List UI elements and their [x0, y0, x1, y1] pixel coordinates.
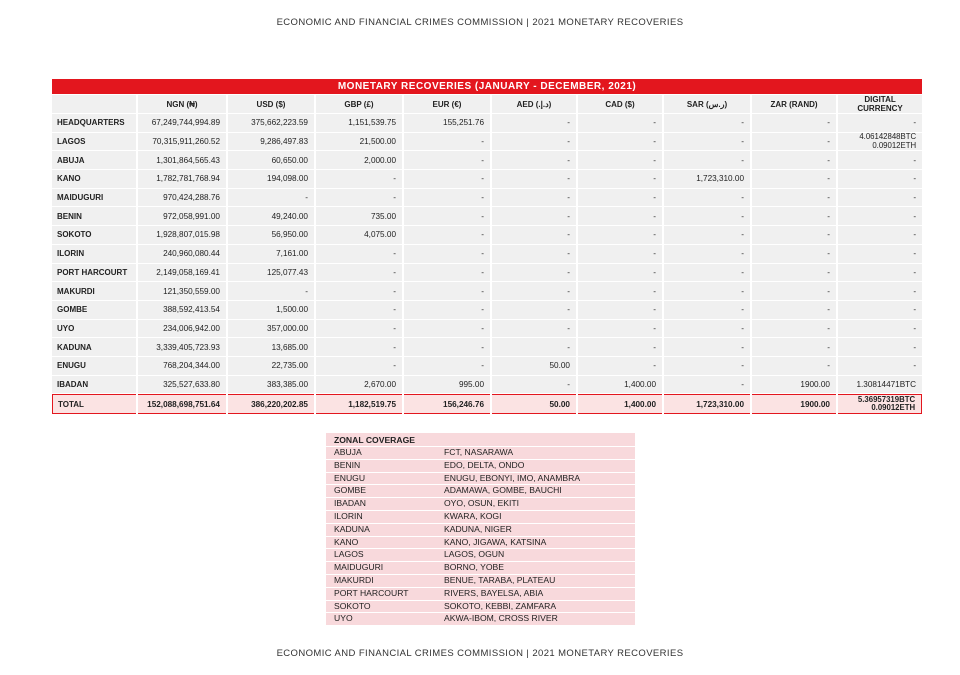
table-cell: - [492, 245, 576, 263]
table-cell: 1900.00 [752, 376, 836, 394]
column-header: NGN (₦) [138, 95, 226, 113]
zonal-row [326, 600, 635, 613]
table-cell: - [838, 114, 922, 132]
table-cell: - [578, 301, 662, 319]
table-row [52, 376, 922, 394]
table-cell: - [752, 207, 836, 225]
table-cell: - [228, 189, 314, 207]
table-cell: 234,006,942.00 [138, 320, 226, 338]
zone-states: KWARA, KOGI [444, 510, 502, 521]
table-cell: 1.30814471BTC [838, 376, 922, 394]
zone-name: MAIDUGURI [334, 562, 384, 573]
table-row [52, 170, 922, 188]
table-cell: - [316, 264, 402, 282]
table-cell: 56,950.00 [228, 226, 314, 244]
zone-name: UYO [334, 613, 353, 624]
table-cell: - [578, 320, 662, 338]
zonal-coverage-panel [326, 433, 635, 625]
total-row [52, 394, 922, 414]
table-cell: - [752, 226, 836, 244]
region-label: ILORIN [52, 245, 136, 263]
table-cell: - [838, 357, 922, 375]
zone-name: LAGOS [334, 549, 364, 560]
table-cell: - [838, 301, 922, 319]
table-cell: - [404, 282, 490, 300]
table-cell: - [316, 282, 402, 300]
table-cell: - [404, 264, 490, 282]
table-cell: - [578, 114, 662, 132]
table-cell: - [752, 357, 836, 375]
table-cell: 13,685.00 [228, 338, 314, 356]
zonal-row [326, 510, 635, 523]
table-cell: - [316, 320, 402, 338]
zone-states: FCT, NASARAWA [444, 447, 514, 457]
zone-name: ILORIN [334, 510, 363, 521]
zone-states: KANO, JIGAWA, KATSINA [444, 536, 547, 547]
region-label: GOMBE [52, 301, 136, 319]
table-cell: - [838, 189, 922, 207]
table-cell: - [752, 320, 836, 338]
table-cell: - [316, 301, 402, 319]
total-cell: 1,723,310.00 [664, 394, 750, 414]
table-cell: - [578, 170, 662, 188]
table-cell: 50.00 [492, 357, 576, 375]
table-cell: - [492, 151, 576, 169]
table-cell: - [578, 357, 662, 375]
table-cell: - [492, 282, 576, 300]
document-footer: ECONOMIC AND FINANCIAL CRIMES COMMISSION | 2021 MONETARY RECOVERIES [276, 648, 684, 659]
table-cell: 1,782,781,768.94 [138, 170, 226, 188]
table-row [52, 245, 922, 263]
total-cell: 152,088,698,751.64 [138, 394, 226, 414]
table-cell: - [578, 207, 662, 225]
table-cell: - [752, 114, 836, 132]
table-row [52, 264, 922, 282]
table-row [52, 338, 922, 356]
region-label: HEADQUARTERS [52, 114, 136, 132]
total-cell: 50.00 [492, 394, 576, 414]
table-row [52, 114, 922, 132]
table-row [52, 189, 922, 207]
zonal-row [326, 561, 635, 574]
zone-states: ADAMAWA, GOMBE, BAUCHI [444, 485, 562, 496]
table-cell: - [316, 245, 402, 263]
table-cell: - [664, 114, 750, 132]
table-cell: - [316, 170, 402, 188]
table-cell: 1,928,807,015.98 [138, 226, 226, 244]
table-row [52, 282, 922, 300]
table-cell: - [492, 320, 576, 338]
table-cell: - [664, 189, 750, 207]
table-cell: - [404, 357, 490, 375]
table-cell: - [578, 226, 662, 244]
table-cell: - [492, 189, 576, 207]
zonal-row [326, 574, 635, 587]
table-cell: - [404, 151, 490, 169]
table-cell: - [404, 170, 490, 188]
table-cell: 1,301,864,565.43 [138, 151, 226, 169]
table-cell: - [752, 151, 836, 169]
table-cell: 67,249,744,994.89 [138, 114, 226, 132]
table-row [52, 133, 922, 151]
zone-name: IBADAN [334, 498, 366, 509]
table-cell: - [838, 264, 922, 282]
zone-name: MAKURDI [334, 574, 374, 585]
region-label: KADUNA [52, 338, 136, 356]
table-cell: - [838, 226, 922, 244]
zone-states: LAGOS, OGUN [444, 549, 505, 560]
table-cell: 49,240.00 [228, 207, 314, 225]
total-cell: 5.36957319BTC 0.09012ETH [838, 394, 922, 414]
table-cell: - [752, 189, 836, 207]
table-cell: 1,500.00 [228, 301, 314, 319]
table-cell: - [316, 357, 402, 375]
table-cell: - [578, 133, 662, 151]
table-cell: - [316, 189, 402, 207]
table-cell: 1,151,539.75 [316, 114, 402, 132]
table-cell: 7,161.00 [228, 245, 314, 263]
region-label: PORT HARCOURT [52, 264, 136, 282]
table-cell: - [752, 264, 836, 282]
table-cell: 972,058,991.00 [138, 207, 226, 225]
zone-states: KADUNA, NIGER [444, 523, 512, 534]
zone-name: GOMBE [334, 485, 366, 496]
table-cell: - [492, 170, 576, 188]
zonal-row [326, 484, 635, 497]
column-header-region [52, 95, 136, 113]
region-label: ABUJA [52, 151, 136, 169]
table-cell: 1,400.00 [578, 376, 662, 394]
table-cell: - [578, 338, 662, 356]
zonal-row [326, 472, 635, 485]
table-cell: - [404, 338, 490, 356]
table-cell: - [404, 207, 490, 225]
table-cell: - [404, 189, 490, 207]
table-cell: - [838, 245, 922, 263]
table-cell: - [492, 114, 576, 132]
zonal-row [326, 497, 635, 510]
column-header: ZAR (RAND) [752, 95, 836, 113]
zone-states: ENUGU, EBONYI, IMO, ANAMBRA [444, 472, 581, 483]
table-cell: 768,204,344.00 [138, 357, 226, 375]
table-cell: - [316, 338, 402, 356]
zonal-row [326, 548, 635, 561]
region-label: IBADAN [52, 376, 136, 394]
table-cell: - [664, 151, 750, 169]
table-cell: - [664, 376, 750, 394]
total-cell: 1900.00 [752, 394, 836, 414]
table-row [52, 207, 922, 225]
table-cell: 60,650.00 [228, 151, 314, 169]
table-cell: 9,286,497.83 [228, 133, 314, 151]
table-cell: 325,527,633.80 [138, 376, 226, 394]
table-cell: 155,251.76 [404, 114, 490, 132]
table-cell: - [664, 207, 750, 225]
table-cell: - [492, 226, 576, 244]
table-cell: - [838, 338, 922, 356]
table-cell: - [404, 320, 490, 338]
column-header: DIGITAL CURRENCY [838, 95, 922, 113]
table-cell: 70,315,911,260.52 [138, 133, 226, 151]
region-label: UYO [52, 320, 136, 338]
table-cell: - [664, 320, 750, 338]
table-cell: - [838, 282, 922, 300]
table-cell: 240,960,080.44 [138, 245, 226, 263]
column-header: AED (.د.إ) [492, 95, 576, 113]
table-cell: 4.06142848BTC 0.09012ETH [838, 133, 922, 151]
table-cell: - [664, 338, 750, 356]
zonal-row [326, 523, 635, 536]
zone-states: BENUE, TARABA, PLATEAU [444, 574, 556, 585]
table-cell: - [664, 133, 750, 151]
table-row [52, 226, 922, 244]
zone-name: ENUGU [334, 472, 366, 483]
table-cell: - [664, 301, 750, 319]
table-title: MONETARY RECOVERIES (JANUARY - DECEMBER, 2021) [52, 79, 922, 94]
column-header: GBP (£) [316, 95, 402, 113]
zone-states: EDO, DELTA, ONDO [444, 459, 525, 470]
total-cell: 156,246.76 [404, 394, 490, 414]
table-cell: - [838, 170, 922, 188]
zone-name: PORT HARCOURT [334, 587, 409, 598]
table-cell: - [578, 189, 662, 207]
column-header: USD ($) [228, 95, 314, 113]
table-row [52, 320, 922, 338]
zone-name: SOKOTO [334, 600, 371, 611]
table-cell: 22,735.00 [228, 357, 314, 375]
zonal-coverage-title: ZONAL COVERAGE [334, 435, 416, 445]
table-cell: - [664, 282, 750, 300]
table-cell: - [664, 245, 750, 263]
table-cell: - [578, 245, 662, 263]
table-cell: - [752, 301, 836, 319]
table-cell: - [664, 226, 750, 244]
monetary-recoveries-table [50, 78, 924, 415]
table-cell: - [492, 376, 576, 394]
table-cell: - [578, 264, 662, 282]
column-header-row [52, 95, 922, 113]
table-cell: 388,592,413.54 [138, 301, 226, 319]
total-label: TOTAL [52, 394, 136, 414]
zonal-row [326, 536, 635, 549]
region-label: MAIDUGURI [52, 189, 136, 207]
table-cell: - [752, 245, 836, 263]
table-cell: - [492, 207, 576, 225]
zone-name: KANO [334, 536, 359, 547]
table-cell: - [404, 133, 490, 151]
region-label: BENIN [52, 207, 136, 225]
zone-name: BENIN [334, 459, 361, 470]
table-cell: 3,339,405,723.93 [138, 338, 226, 356]
table-cell: 21,500.00 [316, 133, 402, 151]
table-cell: 383,385.00 [228, 376, 314, 394]
region-label: KANO [52, 170, 136, 188]
region-label: LAGOS [52, 133, 136, 151]
total-cell: 1,400.00 [578, 394, 662, 414]
table-cell: - [492, 338, 576, 356]
table-cell: - [492, 264, 576, 282]
table-cell: - [404, 245, 490, 263]
zone-states: SOKOTO, KEBBI, ZAMFARA [444, 600, 557, 611]
table-cell: - [404, 301, 490, 319]
table-cell: 357,000.00 [228, 320, 314, 338]
table-cell: 995.00 [404, 376, 490, 394]
table-cell: - [838, 320, 922, 338]
zone-states: BORNO, YOBE [444, 562, 505, 573]
table-cell: - [404, 226, 490, 244]
table-cell: - [492, 133, 576, 151]
total-cell: 386,220,202.85 [228, 394, 314, 414]
zonal-row [326, 612, 635, 625]
table-cell: 375,662,223.59 [228, 114, 314, 132]
table-cell: - [838, 151, 922, 169]
region-label: SOKOTO [52, 226, 136, 244]
zonal-row [326, 587, 635, 600]
table-cell: 121,350,559.00 [138, 282, 226, 300]
column-header: CAD ($) [578, 95, 662, 113]
table-row [52, 151, 922, 169]
table-cell: - [752, 133, 836, 151]
document-header: ECONOMIC AND FINANCIAL CRIMES COMMISSION | 2021 MONETARY RECOVERIES [276, 17, 684, 28]
table-cell: 194,098.00 [228, 170, 314, 188]
table-cell: - [228, 282, 314, 300]
table-cell: 2,149,058,169.41 [138, 264, 226, 282]
table-cell: - [578, 151, 662, 169]
region-label: MAKURDI [52, 282, 136, 300]
zonal-row [326, 446, 635, 459]
table-cell: 125,077.43 [228, 264, 314, 282]
table-cell: - [664, 357, 750, 375]
table-cell: - [752, 338, 836, 356]
table-cell: - [578, 282, 662, 300]
table-cell: 2,670.00 [316, 376, 402, 394]
table-cell: 735.00 [316, 207, 402, 225]
total-cell: 1,182,519.75 [316, 394, 402, 414]
table-cell: 2,000.00 [316, 151, 402, 169]
zone-states: RIVERS, BAYELSA, ABIA [444, 587, 544, 598]
column-header: EUR (€) [404, 95, 490, 113]
column-header: SAR (ر.س) [664, 95, 750, 113]
table-cell: 1,723,310.00 [664, 170, 750, 188]
table-row [52, 357, 922, 375]
table-cell: - [664, 264, 750, 282]
table-row [52, 301, 922, 319]
table-cell: - [492, 301, 576, 319]
region-label: ENUGU [52, 357, 136, 375]
table-cell: 970,424,288.76 [138, 189, 226, 207]
zone-name: ABUJA [334, 447, 362, 457]
table-cell: - [838, 207, 922, 225]
zonal-row [326, 459, 635, 472]
zone-states: AKWA-IBOM, CROSS RIVER [444, 613, 558, 624]
table-cell: 4,075.00 [316, 226, 402, 244]
zone-name: KADUNA [334, 523, 370, 534]
zone-states: OYO, OSUN, EKITI [444, 498, 519, 509]
table-cell: - [752, 282, 836, 300]
table-cell: - [752, 170, 836, 188]
